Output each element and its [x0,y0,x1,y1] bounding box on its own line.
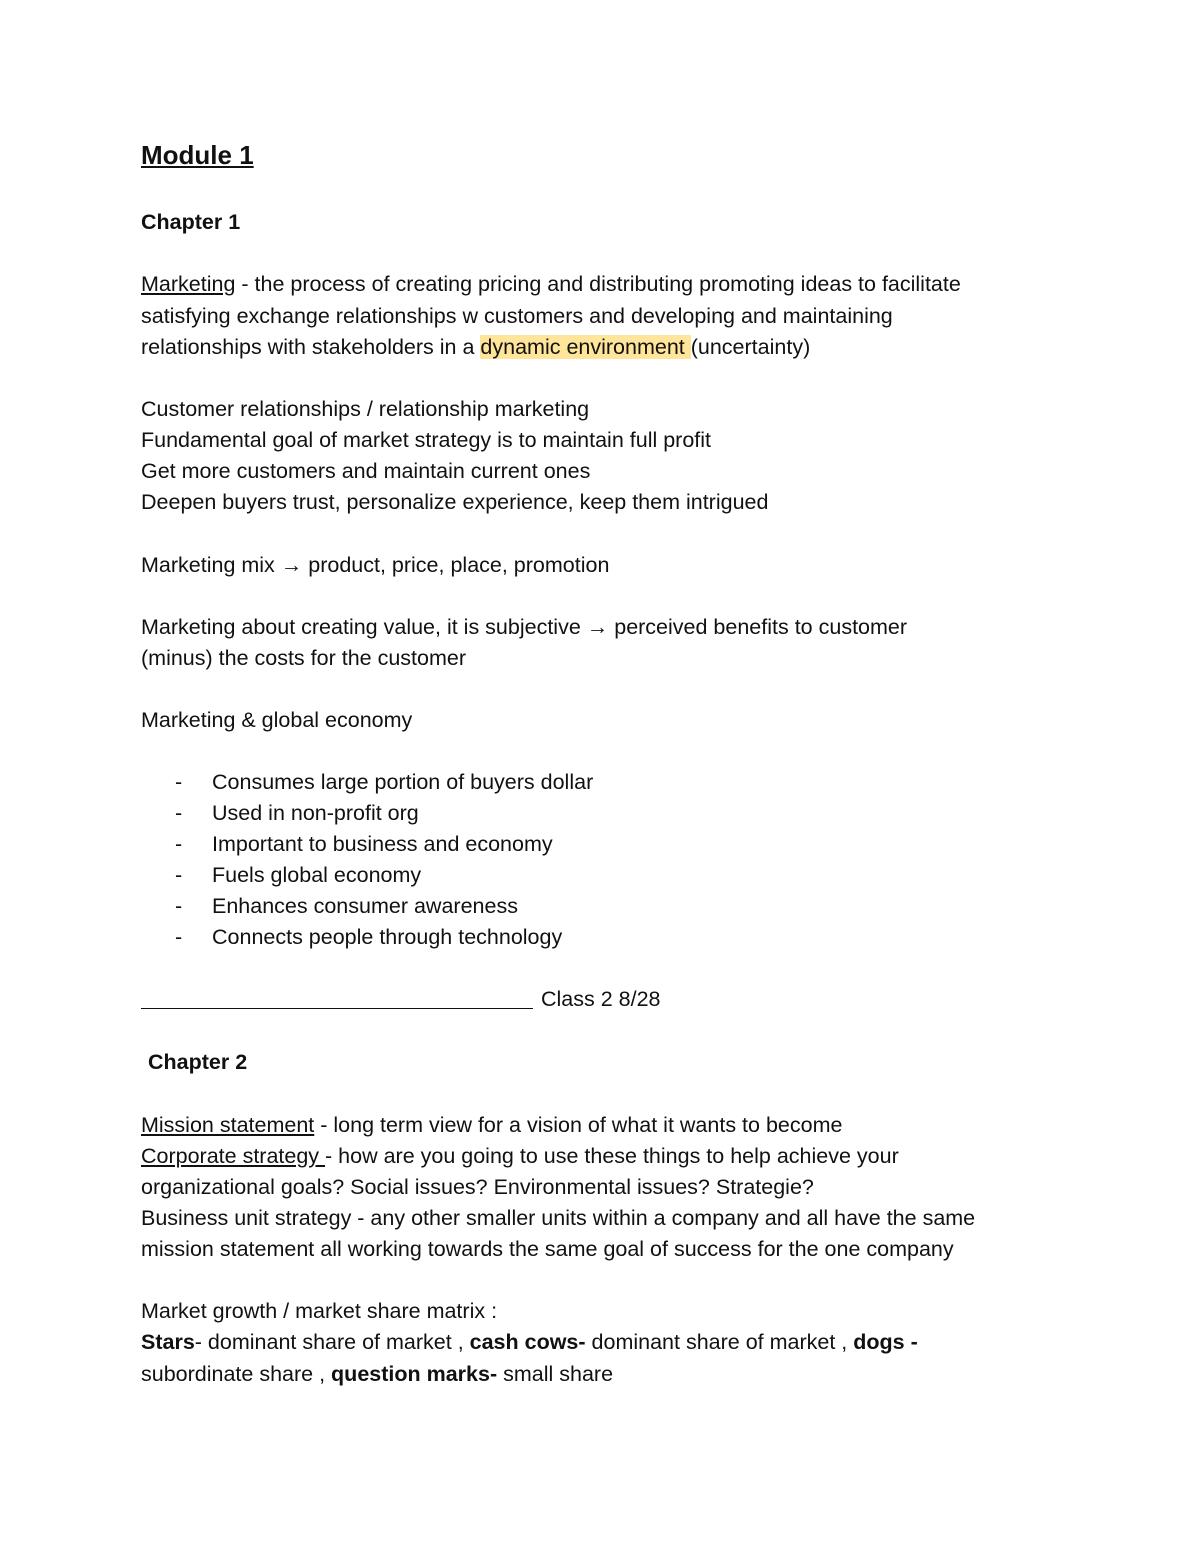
matrix-line-2 [141,1360,613,1388]
question-marks-term: question marks- [331,1362,498,1386]
matrix-line-1 [141,1328,918,1356]
note-line: Customer relationships / relationship marketing [141,397,590,421]
value-line-2: (minus) the costs for the customer [141,646,466,670]
marketing-definition-line-2: satisfying exchange relationships w customers and developing and maintaining [141,304,893,328]
matrix-heading: Market growth / market share matrix : [141,1299,498,1323]
definition-text: subordinate share , [141,1362,332,1386]
highlighted-text: dynamic environment [480,335,691,359]
mission-statement-line [141,1111,842,1139]
bullet-marker: - [175,770,183,794]
module-title: Module 1 [141,140,254,170]
bullet-marker: - [175,925,183,949]
definition-text: (uncertainty) [690,335,811,359]
corporate-strategy-line-2: organizational goals? Social issues? Environmental issues? Strategie? [141,1175,814,1199]
note-line: Get more customers and maintain current ones [141,459,591,483]
list-item-text: Consumes large portion of buyers dollar [212,770,594,794]
list-item-text: Fuels global economy [212,863,422,887]
divider-rule [141,1008,533,1009]
definition-text: - how are you going to use these things to help achieve your [325,1144,899,1168]
definition-text: relationships with stakeholders in a [141,335,481,359]
bullet-marker: - [175,863,183,887]
business-unit-line-2: mission statement all working towards the same goal of success for the one company [141,1237,954,1261]
bullet-marker: - [175,832,183,856]
cash-cows-term: cash cows- [469,1330,586,1354]
definition-text: - the process of creating pricing and distributing promoting ideas to facilitate [235,272,961,296]
class-divider-label: Class 2 8/28 [541,987,661,1011]
marketing-definition-line-1 [141,270,961,298]
chapter-2-title: Chapter 2 [148,1050,248,1074]
marketing-mix-line: Marketing mix → product, price, place, promotion [141,553,610,577]
definition-text: - long term view for a vision of what it wants to become [314,1113,843,1137]
mission-term: Mission statement [141,1113,315,1137]
business-unit-line-1: Business unit strategy - any other smaller units within a company and all have the same [141,1206,976,1230]
corporate-strategy-line-1 [141,1142,899,1170]
definition-text: dominant share of market , [585,1330,854,1354]
corporate-strategy-term: Corporate strategy [141,1144,326,1168]
definition-text: small share [497,1362,614,1386]
list-item-text: Enhances consumer awareness [212,894,518,918]
bullet-marker: - [175,894,183,918]
global-economy-heading: Marketing & global economy [141,708,413,732]
marketing-definition-line-3 [141,333,810,361]
marketing-term: Marketing [141,272,236,296]
value-line-1: Marketing about creating value, it is subjective → perceived benefits to customer [141,615,908,639]
dogs-term: dogs - [853,1330,918,1354]
note-line: Deepen buyers trust, personalize experience, keep them intrigued [141,490,769,514]
list-item-text: Connects people through technology [212,925,563,949]
chapter-1-title: Chapter 1 [141,210,241,234]
stars-term: Stars [141,1330,195,1354]
list-item-text: Important to business and economy [212,832,553,856]
definition-text: - dominant share of market , [194,1330,470,1354]
bullet-marker: - [175,801,183,825]
class-divider [141,985,661,1013]
list-item-text: Used in non-profit org [212,801,419,825]
note-line: Fundamental goal of market strategy is to maintain full profit [141,428,712,452]
